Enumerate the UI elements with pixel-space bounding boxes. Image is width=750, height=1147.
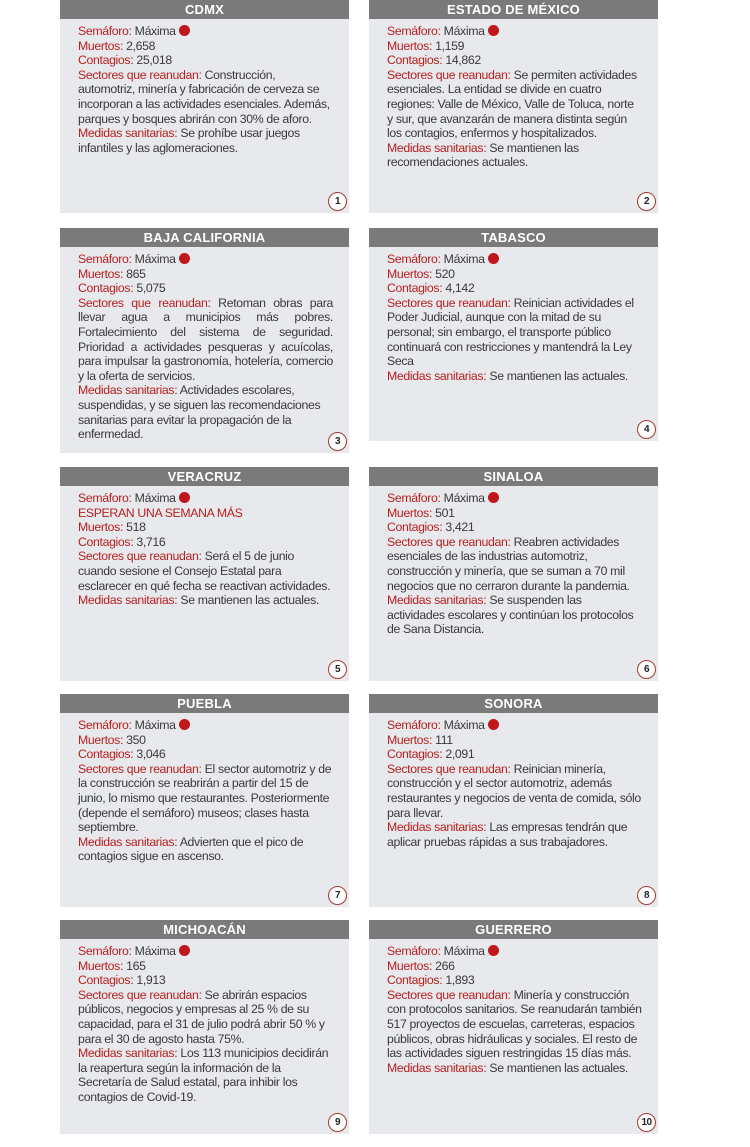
muertos-label: Muertos: [78,520,124,535]
contagios-label: Contagios: [78,53,134,68]
medidas-value: Advierten que el pico de contagios sigue en ascenso. [78,834,304,864]
medidas-label: Medidas sanitarias: [387,368,487,383]
semaforo-value: Máxima [443,252,485,266]
sectores-row [387,68,642,141]
semaforo-value: Máxima [134,944,176,958]
contagios-row [78,53,333,68]
semaforo-label: Semáforo: [387,24,441,38]
medidas-row [78,835,333,864]
sectores-value: Construcción, automotriz, minería y fabricación de cerveza se incorporan a las actividades esenciales. Además, parques y bosques abrirán con 30% de aforo. [78,67,330,126]
sectores-label: Sectores que reanudan: [387,534,511,549]
state-card-baja-california [60,228,349,453]
contagios-row [78,747,333,762]
sectores-row [78,988,333,1046]
card-number-badge: 7 [328,886,347,905]
muertos-value: 865 [126,266,146,281]
semaforo-value: Máxima [443,718,485,732]
contagios-row [78,973,333,988]
state-card-veracruz [60,467,349,681]
medidas-row [387,369,642,384]
red-circle-icon [179,25,190,36]
sectores-label: Sectores que reanudan: [78,987,202,1002]
medidas-row [78,1046,333,1104]
state-card-cdmx [60,0,349,213]
state-card-body [369,247,658,383]
contagios-row [387,520,642,535]
sectores-value: Se abrirán espacios públicos, negocios y empresas al 25 % de su capacidad, para el 31 de julio podrá abrir 50 % y para el 30 de agosto hasta 75%. [78,987,325,1046]
semaforo-value: Máxima [443,24,485,38]
contagios-row [387,53,642,68]
medidas-label: Medidas sanitarias: [78,126,178,141]
sectores-value: Reabren actividades esenciales de las industrias automotriz, construcción y minería, que se suman a 70 mil negocios que no cerraron durante la pandemia. [387,534,630,593]
medidas-value: Se mantienen las actuales. [489,368,628,383]
card-number-badge: 2 [637,192,656,211]
semaforo-row [78,718,333,733]
medidas-row [387,141,642,170]
state-card-body [60,939,349,1105]
red-circle-icon [488,253,499,264]
contagios-value: 3,421 [445,520,475,535]
semaforo-value: Máxima [134,24,176,38]
state-card-michoac-n [60,920,349,1134]
sectores-label: Sectores que reanudan: [387,295,511,310]
muertos-label: Muertos: [387,505,433,520]
card-number-badge: 1 [328,192,347,211]
sectores-label: Sectores que reanudan: [78,761,202,776]
semaforo-label: Semáforo: [78,24,132,38]
semaforo-row [387,944,642,959]
semaforo-label: Semáforo: [387,252,441,266]
semaforo-row [78,252,333,267]
state-name-header: GUERRERO [369,920,658,939]
muertos-row [387,39,642,54]
contagios-value: 25,018 [136,53,172,68]
muertos-row [387,267,642,282]
semaforo-label: Semáforo: [387,491,441,505]
state-name-header: PUEBLA [60,694,349,713]
semaforo-row [387,491,642,506]
state-name-header: MICHOACÁN [60,920,349,939]
semaforo-label: Semáforo: [387,944,441,958]
card-number-badge: 10 [637,1113,656,1132]
muertos-label: Muertos: [387,38,433,53]
muertos-label: Muertos: [78,958,124,973]
muertos-row [78,39,333,54]
semaforo-row [78,491,333,506]
contagios-value: 3,046 [136,747,166,762]
medidas-value: Se mantienen las recomendaciones actuales. [387,140,579,170]
sectores-row [387,535,642,593]
state-name-header: BAJA CALIFORNIA [60,228,349,247]
contagios-label: Contagios: [78,747,134,762]
sectores-label: Sectores que reanudan: [387,987,511,1002]
red-circle-icon [488,945,499,956]
muertos-row [78,959,333,974]
semaforo-value: Máxima [134,252,176,266]
medidas-label: Medidas sanitarias: [78,834,178,849]
sectores-value: Será el 5 de junio cuando sesione el Consejo Estatal para esclarecer en qué fecha se reactivan actividades. [78,549,331,593]
semaforo-label: Semáforo: [78,252,132,266]
sectores-label: Sectores que reanudan: [78,67,202,82]
medidas-label: Medidas sanitarias: [78,1046,178,1061]
red-circle-icon [488,492,499,503]
sectores-row [78,762,333,835]
muertos-value: 350 [126,732,146,747]
contagios-label: Contagios: [387,747,443,762]
semaforo-label: Semáforo: [78,718,132,732]
semaforo-row [78,944,333,959]
state-card-body [60,247,349,442]
medidas-value: Los 113 municipios decidirán la reapertura según la información de la Secretaría de Salud estatal, para inhibir los contagios de Covid-19. [78,1046,329,1104]
medidas-label: Medidas sanitarias: [387,140,487,155]
medidas-value: Las empresas tendrán que aplicar pruebas rápidas a sus trabajadores. [387,820,628,849]
contagios-value: 3,716 [136,534,166,549]
muertos-value: 501 [435,505,455,520]
muertos-value: 165 [126,958,146,973]
sectores-row [78,549,333,593]
muertos-row [78,733,333,748]
state-name-header: CDMX [60,0,349,19]
medidas-value: Actividades escolares, suspendidas, y se siguen las recomendaciones sanitarias para evitar la propagación de la enfermedad. [78,383,321,442]
sectores-label: Sectores que reanudan: [78,295,211,310]
card-number-badge: 8 [637,886,656,905]
card-number-badge: 9 [328,1113,347,1132]
state-name-header: SONORA [369,694,658,713]
medidas-row [78,126,333,155]
sectores-row [387,296,642,369]
muertos-value: 1,159 [435,38,465,53]
contagios-label: Contagios: [387,53,443,68]
medidas-label: Medidas sanitarias: [78,383,178,398]
medidas-label: Medidas sanitarias: [387,593,487,608]
sectores-row [387,988,642,1061]
state-card-body [369,486,658,637]
state-name-header: SINALOA [369,467,658,486]
muertos-row [78,520,333,535]
medidas-value: Se mantienen las actuales. [489,1060,628,1075]
state-card-body [60,486,349,608]
red-circle-icon [179,719,190,730]
muertos-value: 266 [435,958,455,973]
sectores-label: Sectores que reanudan: [387,761,511,776]
semaforo-label: Semáforo: [78,491,132,505]
sectores-label: Sectores que reanudan: [78,549,202,564]
contagios-row [78,281,333,296]
state-note: ESPERAN UNA SEMANA MÁS [78,505,243,520]
muertos-row [387,733,642,748]
muertos-value: 111 [435,732,453,747]
muertos-value: 2,658 [126,38,156,53]
muertos-row [387,506,642,521]
medidas-value: Se suspenden las actividades escolares y continúan los protocolos de Sana Distancia. [387,593,634,637]
medidas-label: Medidas sanitarias: [387,820,487,835]
state-card-estado-de-m-xico [369,0,658,213]
medidas-row [387,593,642,637]
state-card-puebla [60,694,349,907]
muertos-label: Muertos: [387,732,433,747]
state-card-body [369,19,658,170]
contagios-value: 14,862 [445,53,481,68]
sectores-row [387,762,642,820]
contagios-row [387,747,642,762]
contagios-row [387,281,642,296]
state-card-body [60,19,349,155]
card-number-badge: 5 [328,660,347,679]
medidas-value: Se mantienen las actuales. [180,593,319,608]
sectores-value: Retoman obras para llevar agua a municipios más pobres. Fortalecimiento del sistema de seguridad. Prioridad a actividades pesqueras y acuícolas, para impulsar la gastronomía, hotelería, comercio y la oferta de servicios. [78,295,333,383]
contagios-label: Contagios: [387,520,443,535]
contagios-label: Contagios: [387,973,443,988]
state-card-body [369,713,658,849]
red-circle-icon [488,719,499,730]
card-number-badge: 4 [637,420,656,439]
state-card-sinaloa [369,467,658,681]
sectores-value: Minería y construcción con protocolos sanitarios. Se reanudarán también 517 proyectos de escuelas, carreteras, espacios públicos, obras hidráulicas y sociales. El resto de las actividades siguen restringidas 15 días más. [387,987,642,1061]
state-card-guerrero [369,920,658,1134]
medidas-row [387,1061,642,1076]
contagios-value: 5,075 [136,281,166,296]
contagios-label: Contagios: [387,281,443,296]
semaforo-row [387,718,642,733]
state-name-header: VERACRUZ [60,467,349,486]
contagios-row [78,535,333,550]
medidas-value: Se prohíbe usar juegos infantiles y las aglomeraciones. [78,126,300,155]
contagios-label: Contagios: [78,973,134,988]
semaforo-value: Máxima [443,491,485,505]
muertos-row [387,959,642,974]
contagios-label: Contagios: [78,534,134,549]
medidas-row [78,383,333,441]
muertos-value: 520 [435,266,455,281]
muertos-label: Muertos: [78,732,124,747]
semaforo-label: Semáforo: [387,718,441,732]
semaforo-label: Semáforo: [78,944,132,958]
state-card-tabasco [369,228,658,441]
muertos-value: 518 [126,520,146,535]
state-name-header: ESTADO DE MÉXICO [369,0,658,19]
medidas-row [387,820,642,849]
medidas-label: Medidas sanitarias: [78,593,178,608]
semaforo-row [78,24,333,39]
contagios-row [387,973,642,988]
medidas-row [78,593,333,608]
contagios-label: Contagios: [78,281,134,296]
sectores-value: Reinician actividades el Poder Judicial, aunque con la mitad de su personal; sin embargo, el transporte público continuará con restricciones y mantendrá la Ley Seca [387,295,634,369]
muertos-label: Muertos: [78,266,124,281]
contagios-value: 1,893 [445,973,475,988]
semaforo-row [387,252,642,267]
state-name-header: TABASCO [369,228,658,247]
sectores-row [78,68,333,126]
contagios-value: 4,142 [445,281,475,296]
semaforo-value: Máxima [134,718,176,732]
red-circle-icon [179,253,190,264]
medidas-label: Medidas sanitarias: [387,1060,487,1075]
semaforo-value: Máxima [134,491,176,505]
state-card-body [60,713,349,864]
sectores-value: El sector automotriz y de la construcción se reabrirán a partir del 15 de junio, lo mismo que restaurantes. Posteriormente (depende el semáforo) museos; clases hasta septiembre. [78,761,332,835]
state-card-body [369,939,658,1075]
sectores-value: Reinician minería, construcción y el sector automotriz, además restaurantes y negocios de venta de comida, sólo para llevar. [387,761,641,820]
red-circle-icon [179,945,190,956]
muertos-label: Muertos: [387,958,433,973]
red-circle-icon [488,25,499,36]
sectores-label: Sectores que reanudan: [387,67,511,82]
contagios-value: 2,091 [445,747,475,762]
card-number-badge: 6 [637,660,656,679]
card-number-badge: 3 [328,432,347,451]
muertos-label: Muertos: [387,266,433,281]
sectores-value: Se permiten actividades esenciales. La entidad se divide en cuatro regiones: Valle de México, Valle de Toluca, norte y sur, que avanzarán de manera distinta según los contagios, enfermos y hospitalizados. [387,67,637,141]
semaforo-value: Máxima [443,944,485,958]
muertos-row [78,267,333,282]
sectores-row [78,296,333,384]
red-circle-icon [179,492,190,503]
contagios-value: 1,913 [136,973,166,988]
muertos-label: Muertos: [78,38,124,53]
state-card-sonora [369,694,658,907]
semaforo-row [387,24,642,39]
